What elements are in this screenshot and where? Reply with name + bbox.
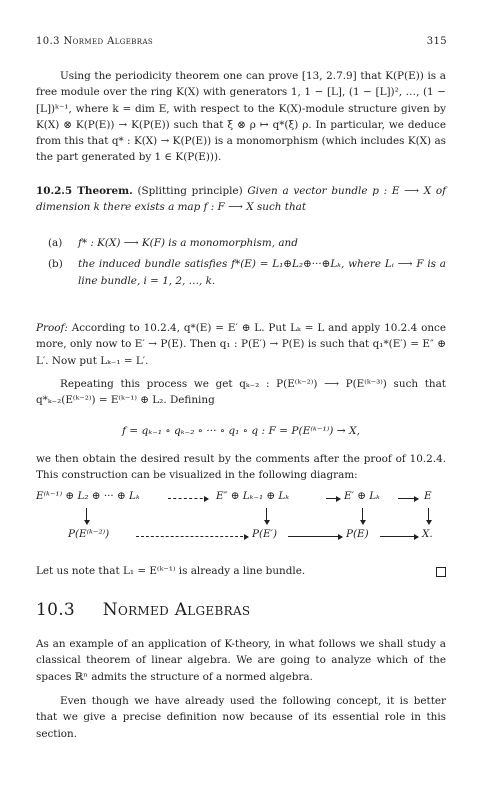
diagram-arrow — [380, 536, 418, 537]
proof-label: Proof: — [36, 322, 68, 334]
diagram-arrow — [136, 536, 248, 537]
section-number: 10.3 — [36, 600, 76, 620]
diagram-arrow — [398, 498, 418, 499]
paragraph-line-bundle — [36, 563, 446, 579]
diagram-bottom-3: X. — [422, 528, 433, 540]
diagram-down-arrow — [86, 508, 87, 524]
diagram-down-arrow — [428, 508, 429, 524]
theorem-items — [48, 235, 446, 294]
diagram-bottom-2: P(E) — [346, 528, 369, 540]
paragraph-repeating: Repeating this process we get qₖ₋₂ : P(E⁽ᵏ⁻²⁾) ⟶ P(E⁽ᵏ⁻³⁾) such that q*ₖ₋₂(E⁽ᵏ⁻²⁾) = E⁽ᵏ⁻¹⁾ ⊕ L₂. Defining — [36, 378, 446, 407]
item-text: f* : K(X) ⟶ K(F) is a monomorphism, and — [78, 237, 298, 249]
section-title: Normed Algebras — [102, 600, 251, 620]
item-label: (a) — [48, 237, 63, 249]
display-equation: f = qₖ₋₁ ∘ qₖ₋₂ ∘ ··· ∘ q₁ ∘ q : F = P(E⁽ᵏ⁻¹⁾) → X, — [122, 425, 360, 437]
paragraph-intro: Using the periodicity theorem one can prove [13, 2.7.9] that K(P(E)) is a free module over the ring K(X) with generators 1, 1 − [L], (1 − [L])², …, (1 − [L])ᵏ⁻¹, where k = dim E, with respect to the K(X)-module structure given by K(X) ⊗ K(P(E)) → K(P(E)) such that ξ ⊗ ρ ↦ q*(ξ) ρ. In particular, we deduce from this that q* : K(X) → K(P(E)) is a monomorphism (which includes K(X) as the part generated by 1 ∈ K(P(E))). — [36, 70, 446, 164]
diagram-bottom-0: P(E⁽ᵏ⁻²⁾) — [68, 528, 110, 540]
theorem-statement: Given a vector bundle p : E ⟶ X of dimension k there exists a map f : F ⟶ X such that — [36, 185, 446, 214]
theorem-number: 10.2.5 Theorem. — [36, 185, 133, 197]
diagram-arrow — [326, 498, 340, 499]
proof-paragraph — [36, 320, 446, 369]
proof-text: According to 10.2.4, q*(E) = E′ ⊕ L. Put Lₖ = L and apply 10.2.4 once more, only now to E′ → P(E). Then q₁ : P(E′) → P(E) is such that q₁*(E′) = E″ ⊕ L′. Now put Lₖ₋₁ = L′. — [36, 322, 446, 367]
diagram-down-arrow — [266, 508, 267, 524]
diagram-arrow — [168, 498, 208, 499]
diagram-top-0: E⁽ᵏ⁻¹⁾ ⊕ L₂ ⊕ ··· ⊕ Lₖ — [36, 490, 140, 502]
item-text: the induced bundle satisfies f*(E) = L₁⊕L₂⊕···⊕Lₖ, where Lᵢ ⟶ F is a line bundle, i = 1, 2, …, k. — [78, 258, 446, 287]
header-page-number: 315 — [426, 36, 447, 47]
item-label: (b) — [48, 258, 63, 271]
diagram-top-2: E′ ⊕ Lₖ — [344, 490, 380, 502]
paragraph-diagram-intro: we then obtain the desired result by the comments after the proof of 10.2.4. This construction can be visualized in the following diagram: — [36, 453, 446, 482]
theorem-name: (Splitting principle) — [137, 185, 243, 197]
running-header — [36, 36, 447, 50]
diagram-arrow — [288, 536, 342, 537]
line-bundle-text: Let us note that L₁ = E⁽ᵏ⁻¹⁾ is already a line bundle. — [36, 565, 306, 577]
diagram-bottom-1: P(E′) — [252, 528, 278, 540]
theorem-block — [36, 183, 446, 216]
diagram-top-3: E — [424, 490, 432, 502]
header-section-title: 10.3 Normed Algebras — [36, 36, 154, 47]
commutative-diagram — [36, 490, 446, 552]
paragraph-section-intro: As an example of an application of K-theory, in what follows we shall study a classical theorem of linear algebra. We are going to analyze which of the spaces ℝⁿ admits the structure of a normed algebra. — [36, 638, 446, 683]
paragraph-section-definition: Even though we have already used the following concept, it is better that we give a precise definition now because of its essential role in this section. — [36, 695, 446, 740]
diagram-top-1: E″ ⊕ Lₖ₋₁ ⊕ Lₖ — [216, 490, 290, 502]
qed-square-icon — [436, 567, 446, 577]
theorem-item-b — [48, 256, 446, 289]
section-heading — [36, 600, 250, 620]
theorem-item-a — [48, 235, 446, 251]
diagram-down-arrow — [362, 508, 363, 524]
